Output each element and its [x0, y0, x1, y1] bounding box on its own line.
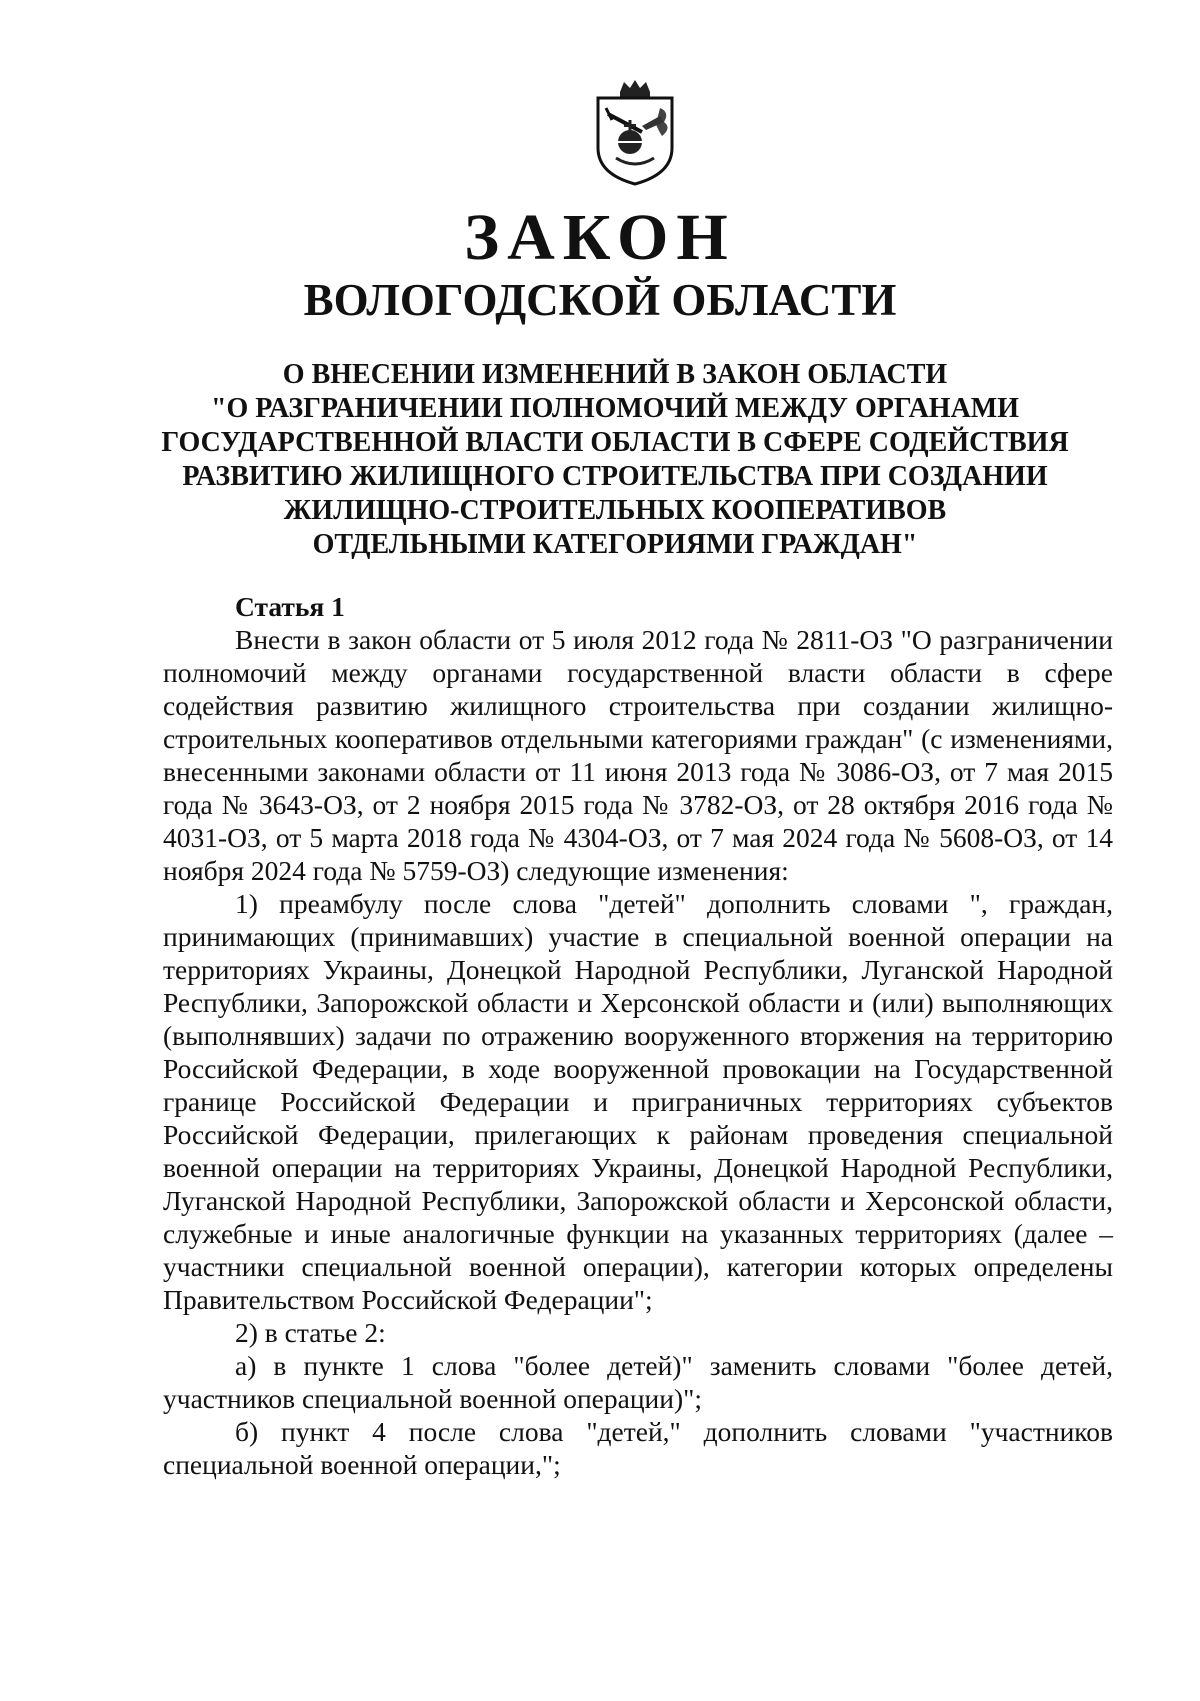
article-paragraph: 2) в статье 2:	[235, 1317, 386, 1348]
law-heading-line: О ВНЕСЕНИИ ИЗМЕНЕНИЙ В ЗАКОН ОБЛАСТИ	[282, 359, 948, 390]
law-heading	[150, 358, 1080, 562]
article-paragraph: б) пункт 4 после слова "детей," дополнить словами "участников специальной военной операции,";	[163, 1416, 1113, 1480]
law-heading-line: ОТДЕЛЬНЫМИ КАТЕГОРИЯМИ ГРАЖДАН"	[312, 529, 918, 560]
article-title: Статья 1	[235, 591, 345, 622]
law-heading-line: РАЗВИТИЮ ЖИЛИЩНОГО СТРОИТЕЛЬСТВА ПРИ СОЗДАНИИ	[182, 461, 1048, 492]
vologda-coat-of-arms-icon	[590, 78, 680, 186]
document-title: ЗАКОН	[464, 201, 736, 274]
article-paragraph: Внести в закон области от 5 июля 2012 года № 2811-ОЗ "О разграничении полномочий между органами государственной власти области в сфере содействия развитию жилищного строительства при создании жилищно-строительных кооперативов отдельными категориями граждан" (с изменениями, внесенными законами области от 11 июня 2013 года № 3086-ОЗ, от 7 мая 2015 года № 3643-ОЗ, от 2 ноября 2015 года № 3782-ОЗ, от 28 октября 2016 года № 4031-ОЗ, от 5 марта 2018 года № 4304-ОЗ, от 7 мая 2024 года № 5608-ОЗ, от 14 ноября 2024 года № 5759-ОЗ) следующие изменения:	[163, 624, 1113, 886]
article-paragraph: а) в пункте 1 слова "более детей)" заменить словами "более детей, участников специальной военной операции)";	[163, 1350, 1113, 1414]
article-body	[163, 590, 1113, 1481]
law-heading-line: "О РАЗГРАНИЧЕНИИ ПОЛНОМОЧИЙ МЕЖДУ ОРГАНАМИ	[210, 393, 1020, 424]
law-heading-line: ЖИЛИЩНО-СТРОИТЕЛЬНЫХ КООПЕРАТИВОВ	[283, 495, 947, 526]
document-subtitle: ВОЛОГОДСКОЙ ОБЛАСТИ	[303, 275, 897, 325]
law-heading-line: ГОСУДАРСТВЕННОЙ ВЛАСТИ ОБЛАСТИ В СФЕРЕ СОДЕЙСТВИЯ	[161, 427, 1069, 458]
article-paragraph: 1) преамбулу после слова "детей" дополнить словами ", граждан, принимающих (принимавших) участие в специальной военной операции на территориях Украины, Донецкой Народной Республики, Луганской Народной Республики, Запорожской области и Херсонской области и (или) выполняющих (выполнявших) задачи по отражению вооруженного вторжения на территорию Российской Федерации, в ходе вооруженной провокации на Государственной границе Российской Федерации и приграничных территориях субъектов Российской Федерации, прилегающих к районам проведения специальной военной операции на территориях Украины, Донецкой Народной Республики, Луганской Народной Республики, Запорожской области и Херсонской области, служебные и иные аналогичные функции на указанных территориях (далее – участники специальной военной операции), категории которых определены Правительством Российской Федерации";	[163, 888, 1113, 1315]
